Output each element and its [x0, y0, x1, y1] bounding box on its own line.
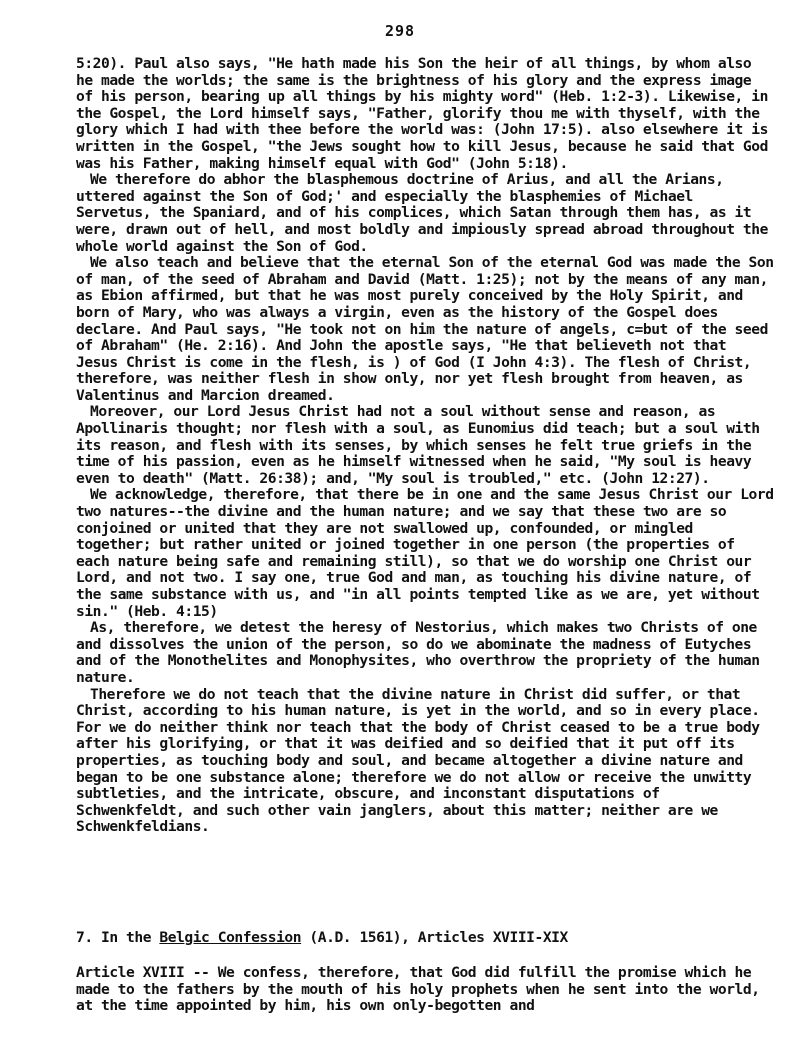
article-paragraph: Article XVIII -- We confess, therefore, that God did fulfill the promise which he made to the fathers by the mouth of his holy prophets when he sent into the world, at the time appointed by him, his own only-begotten and: [76, 964, 760, 1015]
paragraph: Therefore we do not teach that the divine nature in Christ did suffer, or that Christ, according to his human nature, is yet in the world, and so in every place. For we do neither think nor teach that the body of Christ ceased to be a true body after his glorifying, or that it was deified and so deified that it put off its properties, as touching body and soul, and became altogether a divine nature and began to be one substance alone; therefore we do not allow or receive the unwitty subtleties, and the intricate, obscure, and inconstant disputations of Schwenkfeldt, and such other vain janglers, about this matter; neither are we Schwenkfeldians.: [76, 685, 760, 836]
section-heading-title: Belgic Confession: [159, 929, 302, 946]
section-heading-prefix: 7. In the: [76, 929, 160, 946]
paragraph: As, therefore, we detest the heresy of Nestorius, which makes two Christs of one and dissolves the union of the person, so do we abominate the madness of Eutyches and of the Monothelites and Monophysites, who overthrow the propriety of the human nature.: [76, 619, 760, 686]
paragraph: 5:20). Paul also says, "He hath made his Son the heir of all things, by whom also he made the worlds; the same is the brightness of his glory and the express image of his person, bearing up all things by his mighty word" (Heb. 1:2-3). Likewise, in the Gospel, the Lord himself says, "Father, glorify thou me with thyself, with the glory which I had with thee before the world was: (John 17:5). also elsewhere it is written in the Gospel, "the Jews sought how to kill Jesus, because he said that God was his Father, making himself equal with God" (John 5:18).: [76, 55, 768, 172]
section-heading-suffix: (A.D. 1561), Articles XVIII-XIX: [301, 929, 568, 946]
paragraph: Moreover, our Lord Jesus Christ had not a soul without sense and reason, as Apollinaris thought; nor flesh with a soul, as Eunomius did teach; but a soul with its reason, and flesh with its senses, by which senses he felt true griefs in the time of his passion, even as he himself witnessed when he said, "My soul is heavy even to death" (Matt. 26:38); and, "My soul is troubled," etc. (John 12:27).: [76, 403, 760, 487]
section-heading: [76, 929, 776, 946]
body-text: [76, 56, 776, 836]
paragraph: We also teach and believe that the eternal Son of the eternal God was made the Son of man, of the seed of Abraham and David (Matt. 1:25); not by the means of any man, as Ebion affirmed, but that he was most purely conceived by the Holy Spirit, and born of Mary, who was always a virgin, even as the history of the Gospel does declare. And Paul says, "He took not on him the nature of angels, c=but of the seed of Abraham" (He. 2:16). And John the apostle says, "He that believeth not that Jesus Christ is come in the flesh, is ) of God (I John 4:3). The flesh of Christ, therefore, was neither flesh in show only, nor yet flesh brought from heaven, as Valentinus and Marcion dreamed.: [76, 254, 774, 404]
page-number: 298: [384, 22, 416, 40]
paragraph: We acknowledge, therefore, that there be in one and the same Jesus Christ our Lord two natures--the divine and the human nature; and we say that these two are so conjoined or united that they are not swallowed up, confounded, or mingled together; but rather united or joined together in one person (the properties of each nature being safe and remaining still), so that we do worship one Christ our Lord, and not two. I say one, true God and man, as touching his divine nature, of the same substance with us, and "in all points tempted like as we are, yet without sin." (Heb. 4:15): [76, 486, 774, 620]
paragraph: We therefore do abhor the blasphemous doctrine of Arius, and all the Arians, uttered against the Son of God;' and especially the blasphemies of Michael Servetus, the Spaniard, and of his complices, which Satan through them has, as it were, drawn out of hell, and most boldly and impiously spread abroad throughout the whole world against the Son of God.: [76, 171, 768, 255]
